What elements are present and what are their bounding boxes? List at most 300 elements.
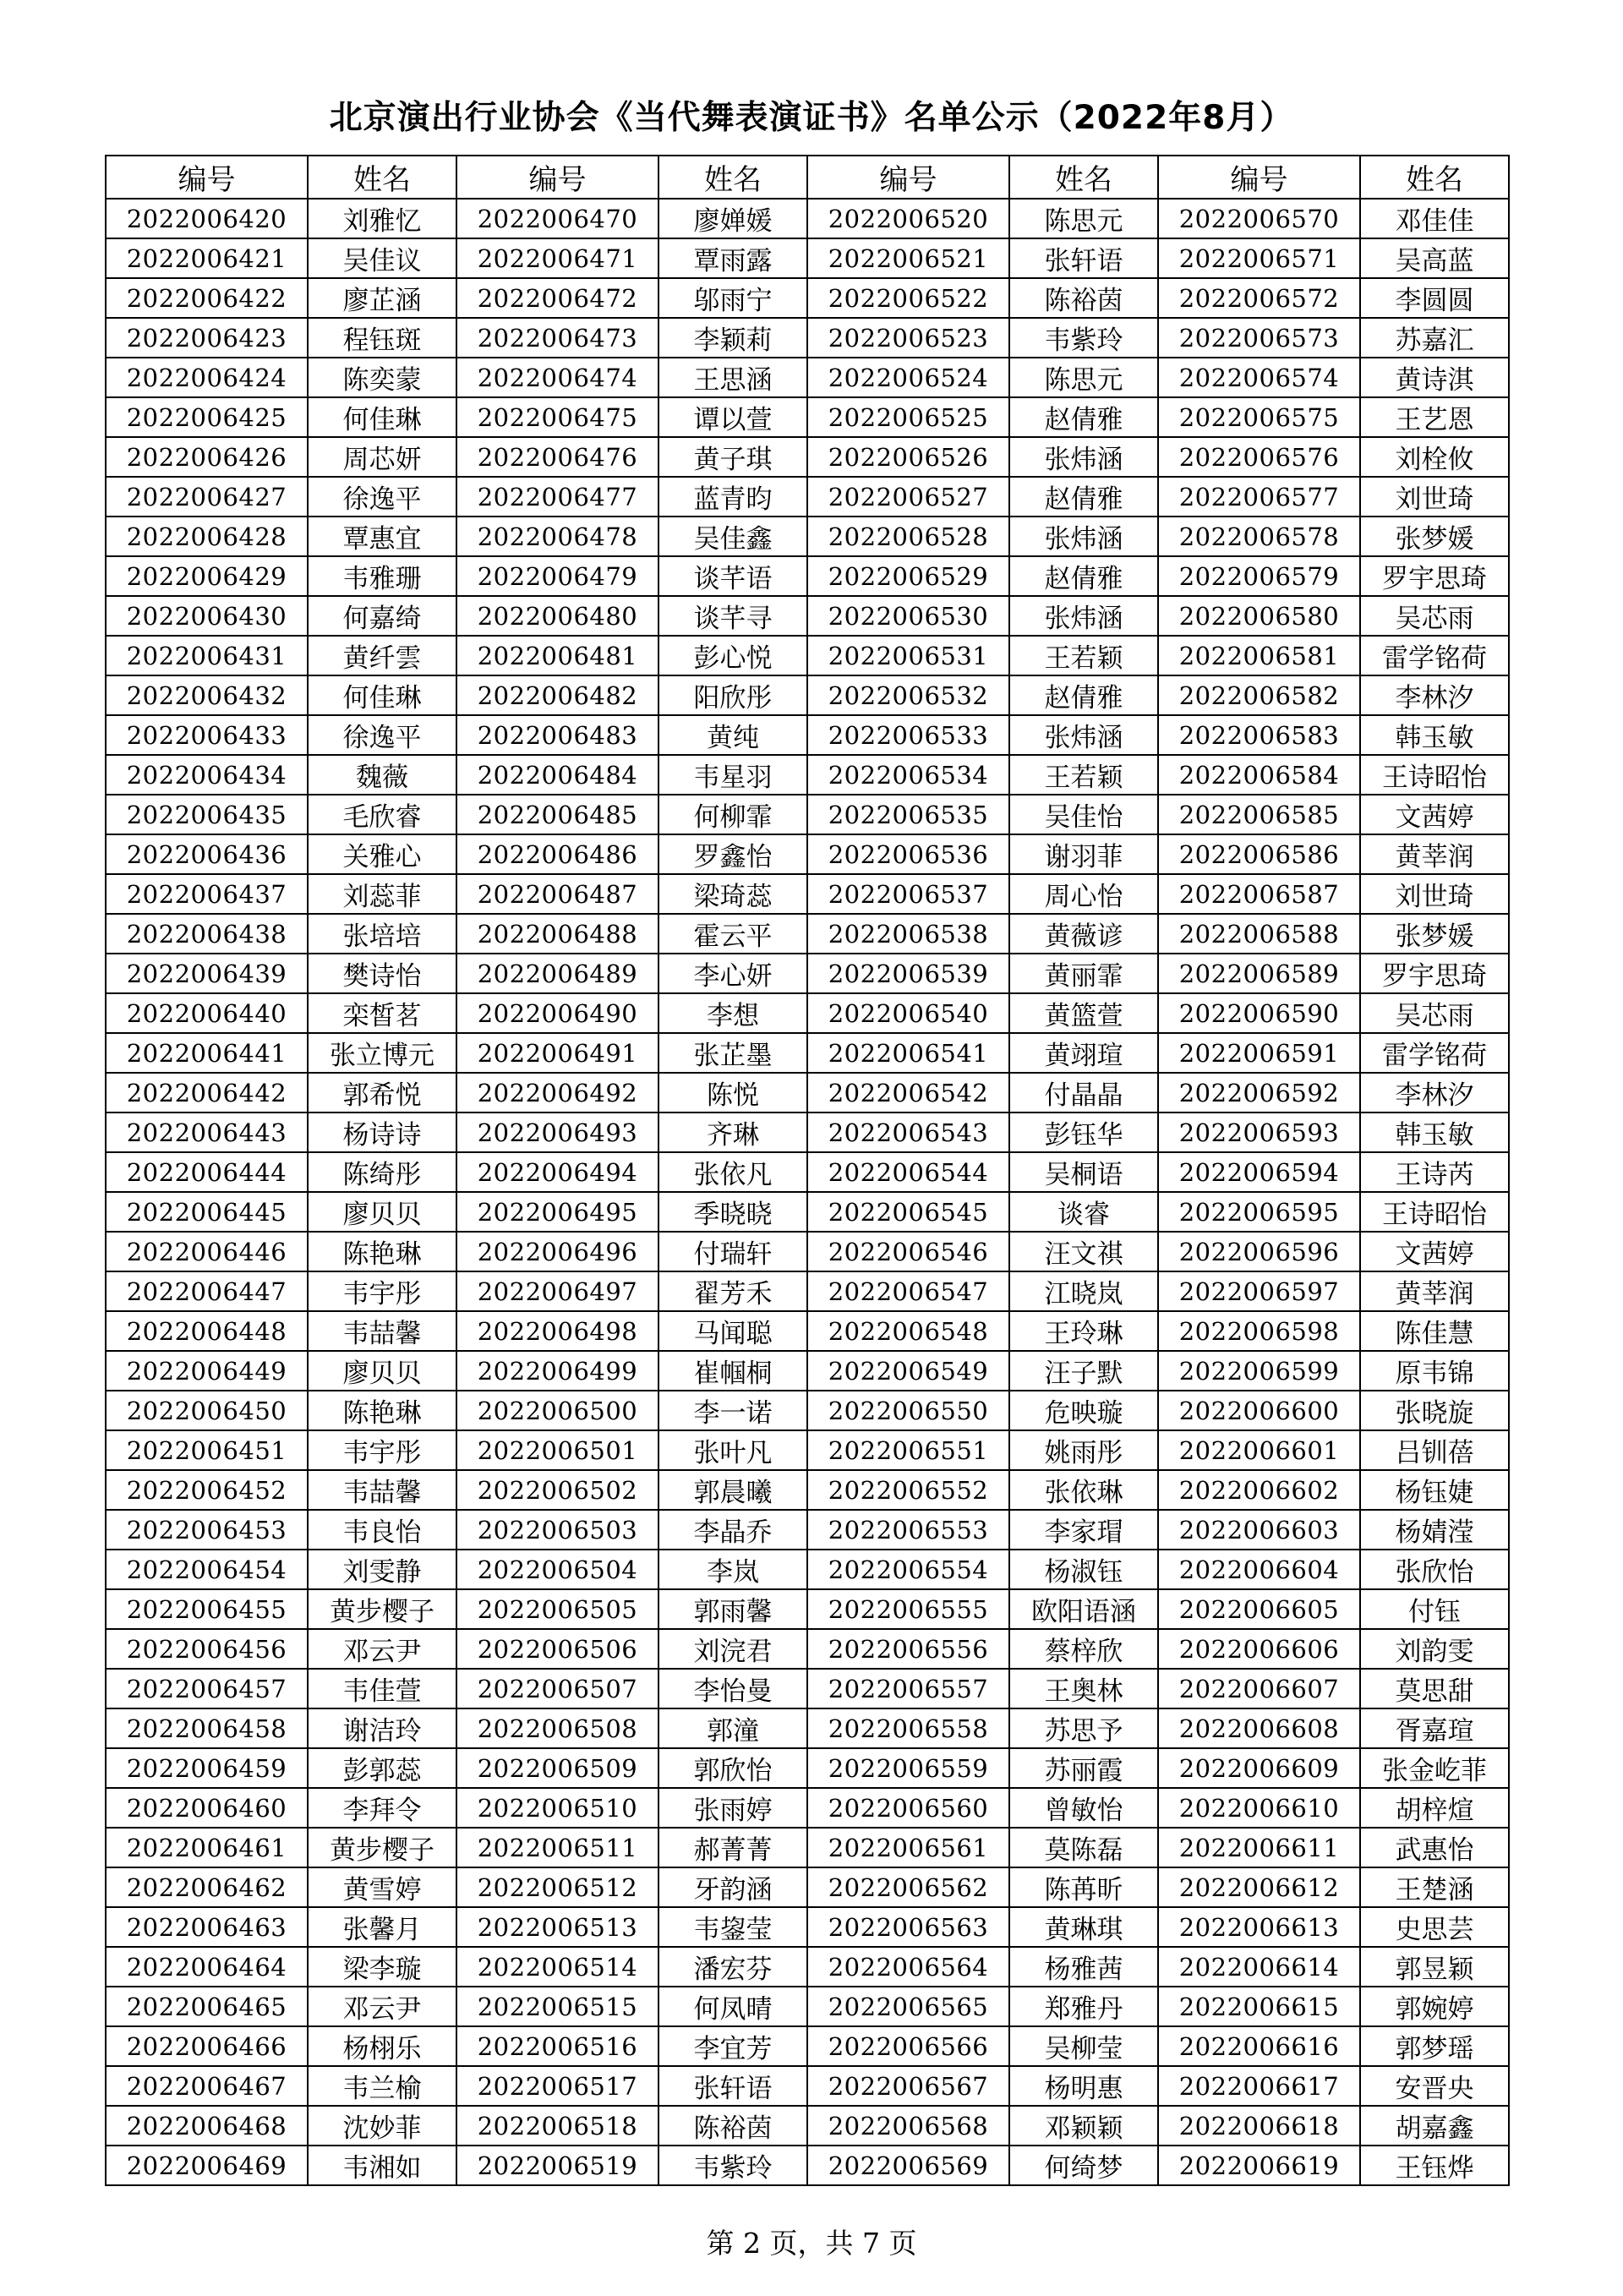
name-cell: 杨淑钰 (1009, 1550, 1158, 1589)
certificate-number-cell: 2022006615 (1158, 1987, 1360, 2026)
certificate-number-cell: 2022006567 (807, 2066, 1009, 2106)
certificate-number-cell: 2022006601 (1158, 1430, 1360, 1470)
name-cell: 陈奕蒙 (308, 358, 456, 397)
certificate-number-cell: 2022006595 (1158, 1192, 1360, 1232)
table-row (106, 517, 1509, 556)
certificate-number-cell: 2022006578 (1158, 517, 1360, 556)
name-cell: 刘雅忆 (308, 199, 456, 238)
certificate-number-cell: 2022006542 (807, 1073, 1009, 1112)
name-cell: 韦兰榆 (308, 2066, 456, 2106)
name-cell: 牙韵涵 (658, 1867, 807, 1907)
name-cell: 张轩语 (658, 2066, 807, 2106)
certificate-number-cell: 2022006444 (106, 1152, 308, 1192)
name-cell: 齐琳 (658, 1112, 807, 1152)
certificate-number-cell: 2022006450 (106, 1391, 308, 1430)
certificate-number-cell: 2022006474 (456, 358, 658, 397)
table-row (106, 1828, 1509, 1867)
table-row (106, 238, 1509, 278)
certificate-number-cell: 2022006499 (456, 1351, 658, 1391)
certificate-number-cell: 2022006557 (807, 1669, 1009, 1708)
name-cell: 张依琳 (1009, 1470, 1158, 1510)
certificate-number-cell: 2022006511 (456, 1828, 658, 1867)
certificate-number-cell: 2022006482 (456, 675, 658, 715)
table-row (106, 675, 1509, 715)
certificate-number-cell: 2022006549 (807, 1351, 1009, 1391)
table-row (106, 1629, 1509, 1669)
certificate-number-cell: 2022006473 (456, 318, 658, 358)
certificate-number-cell: 2022006588 (1158, 914, 1360, 954)
certificate-number-cell: 2022006576 (1158, 437, 1360, 477)
certificate-number-cell: 2022006455 (106, 1589, 308, 1629)
certificate-number-cell: 2022006448 (106, 1311, 308, 1351)
name-cell: 何佳琳 (308, 675, 456, 715)
certificate-number-cell: 2022006467 (106, 2066, 308, 2106)
certificate-number-cell: 2022006481 (456, 636, 658, 675)
certificate-number-cell: 2022006420 (106, 199, 308, 238)
certificate-number-cell: 2022006561 (807, 1828, 1009, 1867)
certificate-number-cell: 2022006517 (456, 2066, 658, 2106)
name-cell: 赵倩雅 (1009, 675, 1158, 715)
certificate-number-cell: 2022006513 (456, 1907, 658, 1947)
certificate-number-cell: 2022006558 (807, 1708, 1009, 1748)
name-cell: 王思涵 (658, 358, 807, 397)
table-row (106, 1510, 1509, 1550)
name-cell: 韦喆馨 (308, 1470, 456, 1510)
table-row (106, 1351, 1509, 1391)
certificate-number-cell: 2022006531 (807, 636, 1009, 675)
name-cell: 韩玉敏 (1360, 1112, 1509, 1152)
name-cell: 韦良怡 (308, 1510, 456, 1550)
name-cell: 韦鋆莹 (658, 1907, 807, 1947)
name-cell: 韦雅珊 (308, 556, 456, 596)
name-cell: 邓云尹 (308, 1987, 456, 2026)
certificate-number-cell: 2022006486 (456, 834, 658, 874)
name-cell: 陈佳慧 (1360, 1311, 1509, 1351)
name-cell: 黄子琪 (658, 437, 807, 477)
certificate-number-cell: 2022006559 (807, 1748, 1009, 1788)
certificate-number-cell: 2022006516 (456, 2026, 658, 2066)
table-row (106, 1430, 1509, 1470)
certificate-number-cell: 2022006439 (106, 954, 308, 993)
certificate-number-cell: 2022006547 (807, 1271, 1009, 1311)
name-cell: 张欣怡 (1360, 1550, 1509, 1589)
name-cell: 史思芸 (1360, 1907, 1509, 1947)
name-cell: 廖芷涵 (308, 278, 456, 318)
certificate-number-cell: 2022006512 (456, 1867, 658, 1907)
name-cell: 霍云平 (658, 914, 807, 954)
name-cell: 韦喆馨 (308, 1311, 456, 1351)
certificate-number-cell: 2022006477 (456, 477, 658, 517)
certificate-number-cell: 2022006594 (1158, 1152, 1360, 1192)
table-row (106, 1907, 1509, 1947)
certificate-number-cell: 2022006489 (456, 954, 658, 993)
name-cell: 覃惠宜 (308, 517, 456, 556)
name-cell: 徐逸平 (308, 715, 456, 755)
name-cell: 杨栩乐 (308, 2026, 456, 2066)
name-cell: 李岚 (658, 1550, 807, 1589)
name-cell: 李林汐 (1360, 675, 1509, 715)
certificate-number-cell: 2022006602 (1158, 1470, 1360, 1510)
name-cell: 刘浣君 (658, 1629, 807, 1669)
name-cell: 谢洁玲 (308, 1708, 456, 1748)
name-cell: 汪文祺 (1009, 1232, 1158, 1271)
certificate-number-cell: 2022006537 (807, 874, 1009, 914)
certificate-number-cell: 2022006505 (456, 1589, 658, 1629)
certificate-number-cell: 2022006424 (106, 358, 308, 397)
certificate-number-cell: 2022006604 (1158, 1550, 1360, 1589)
certificate-number-cell: 2022006510 (456, 1788, 658, 1828)
name-cell: 李一诺 (658, 1391, 807, 1430)
name-cell: 罗鑫怡 (658, 834, 807, 874)
name-cell: 赵倩雅 (1009, 397, 1158, 437)
certificate-number-cell: 2022006501 (456, 1430, 658, 1470)
table-row (106, 1073, 1509, 1112)
name-cell: 周芯妍 (308, 437, 456, 477)
page-title: 北京演出行业协会《当代舞表演证书》名单公示（2022年8月） (329, 99, 1294, 137)
name-cell: 黄丽霏 (1009, 954, 1158, 993)
page-footer: 第 2 页，共 7 页 (706, 2227, 917, 2260)
table-row (106, 914, 1509, 954)
table-row (106, 556, 1509, 596)
certificate-number-cell: 2022006451 (106, 1430, 308, 1470)
certificate-number-cell: 2022006583 (1158, 715, 1360, 755)
certificate-number-cell: 2022006556 (807, 1629, 1009, 1669)
name-cell: 蔡梓欣 (1009, 1629, 1158, 1669)
name-cell: 彭钰华 (1009, 1112, 1158, 1152)
certificate-number-cell: 2022006614 (1158, 1947, 1360, 1987)
name-cell: 杨明惠 (1009, 2066, 1158, 2106)
name-cell: 韦湘如 (308, 2146, 456, 2185)
certificate-number-cell: 2022006577 (1158, 477, 1360, 517)
name-cell: 黄莘润 (1360, 834, 1509, 874)
certificate-number-cell: 2022006552 (807, 1470, 1009, 1510)
table-row (106, 596, 1509, 636)
name-cell: 张炜涵 (1009, 517, 1158, 556)
name-cell: 梁琦蕊 (658, 874, 807, 914)
name-cell: 何绮梦 (1009, 2146, 1158, 2185)
certificate-number-cell: 2022006560 (807, 1788, 1009, 1828)
table-row (106, 795, 1509, 834)
certificate-number-cell: 2022006506 (456, 1629, 658, 1669)
certificate-number-cell: 2022006611 (1158, 1828, 1360, 1867)
name-cell: 蓝青昀 (658, 477, 807, 517)
table-row (106, 1669, 1509, 1708)
name-cell: 苏丽霞 (1009, 1748, 1158, 1788)
table-row (106, 358, 1509, 397)
name-cell: 郭欣怡 (658, 1748, 807, 1788)
table-row (106, 437, 1509, 477)
name-cell: 邓佳佳 (1360, 199, 1509, 238)
table-row (106, 1311, 1509, 1351)
certificate-number-cell: 2022006521 (807, 238, 1009, 278)
certificate-number-cell: 2022006617 (1158, 2066, 1360, 2106)
name-cell: 邓云尹 (308, 1629, 456, 1669)
name-cell: 徐逸平 (308, 477, 456, 517)
name-cell: 黄步樱子 (308, 1589, 456, 1629)
name-cell: 王艺恩 (1360, 397, 1509, 437)
certificate-number-cell: 2022006440 (106, 993, 308, 1033)
certificate-number-cell: 2022006525 (807, 397, 1009, 437)
name-cell: 韦紫玲 (658, 2146, 807, 2185)
table-row (106, 1550, 1509, 1589)
name-cell: 郭晨曦 (658, 1470, 807, 1510)
name-cell: 关雅心 (308, 834, 456, 874)
table-row (106, 2106, 1509, 2146)
certificate-number-cell: 2022006491 (456, 1033, 658, 1073)
certificate-number-cell: 2022006606 (1158, 1629, 1360, 1669)
certificate-number-cell: 2022006618 (1158, 2106, 1360, 2146)
name-cell: 何佳琳 (308, 397, 456, 437)
name-cell: 王楚涵 (1360, 1867, 1509, 1907)
name-cell: 王钰烨 (1360, 2146, 1509, 2185)
certificate-number-cell: 2022006493 (456, 1112, 658, 1152)
certificate-number-cell: 2022006571 (1158, 238, 1360, 278)
certificate-number-cell: 2022006551 (807, 1430, 1009, 1470)
name-cell: 危映璇 (1009, 1391, 1158, 1430)
name-cell: 胥嘉瑄 (1360, 1708, 1509, 1748)
name-cell: 黄篮萱 (1009, 993, 1158, 1033)
certificate-number-cell: 2022006548 (807, 1311, 1009, 1351)
certificate-number-cell: 2022006509 (456, 1748, 658, 1788)
certificate-number-cell: 2022006421 (106, 238, 308, 278)
certificate-number-cell: 2022006484 (456, 755, 658, 795)
certificate-number-cell: 2022006574 (1158, 358, 1360, 397)
name-cell: 欧阳语涵 (1009, 1589, 1158, 1629)
name-cell: 付钰 (1360, 1589, 1509, 1629)
name-cell: 季晓晓 (658, 1192, 807, 1232)
certificate-number-cell: 2022006442 (106, 1073, 308, 1112)
certificate-number-cell: 2022006524 (807, 358, 1009, 397)
table-row (106, 318, 1509, 358)
table-row (106, 1947, 1509, 1987)
name-cell: 谈睿 (1009, 1192, 1158, 1232)
name-cell: 王诗昭怡 (1360, 755, 1509, 795)
name-cell: 王奥林 (1009, 1669, 1158, 1708)
name-cell: 王若颖 (1009, 636, 1158, 675)
certificate-number-cell: 2022006569 (807, 2146, 1009, 2185)
name-cell: 邬雨宁 (658, 278, 807, 318)
certificate-number-cell: 2022006514 (456, 1947, 658, 1987)
column-header-name: 姓名 (658, 156, 807, 199)
name-cell: 邓颖颖 (1009, 2106, 1158, 2146)
certificate-number-cell: 2022006495 (456, 1192, 658, 1232)
name-cell: 何嘉绮 (308, 596, 456, 636)
name-cell: 张立博元 (308, 1033, 456, 1073)
name-cell: 周心怡 (1009, 874, 1158, 914)
name-cell: 何凤晴 (658, 1987, 807, 2026)
name-cell: 陈思元 (1009, 358, 1158, 397)
name-cell: 马闻聪 (658, 1311, 807, 1351)
certificate-number-cell: 2022006566 (807, 2026, 1009, 2066)
name-cell: 李圆圆 (1360, 278, 1509, 318)
name-cell: 黄雪婷 (308, 1867, 456, 1907)
certificate-number-cell: 2022006612 (1158, 1867, 1360, 1907)
name-cell: 陈苒昕 (1009, 1867, 1158, 1907)
name-cell: 李宜芳 (658, 2026, 807, 2066)
name-cell: 陈悦 (658, 1073, 807, 1112)
certificate-number-cell: 2022006526 (807, 437, 1009, 477)
name-cell: 杨婧滢 (1360, 1510, 1509, 1550)
column-header-name: 姓名 (1360, 156, 1509, 199)
certificate-number-cell: 2022006438 (106, 914, 308, 954)
certificate-number-cell: 2022006523 (807, 318, 1009, 358)
name-cell: 刘世琦 (1360, 477, 1509, 517)
name-cell: 吴芯雨 (1360, 596, 1509, 636)
name-cell: 李颖莉 (658, 318, 807, 358)
name-cell: 吴佳怡 (1009, 795, 1158, 834)
name-cell: 廖婵媛 (658, 199, 807, 238)
certificate-number-cell: 2022006463 (106, 1907, 308, 1947)
name-cell: 江晓岚 (1009, 1271, 1158, 1311)
name-cell: 韦佳萱 (308, 1669, 456, 1708)
certificate-number-cell: 2022006504 (456, 1550, 658, 1589)
name-cell: 张炜涵 (1009, 715, 1158, 755)
certificate-number-cell: 2022006431 (106, 636, 308, 675)
certificate-number-cell: 2022006434 (106, 755, 308, 795)
certificate-number-cell: 2022006485 (456, 795, 658, 834)
certificate-number-cell: 2022006579 (1158, 556, 1360, 596)
certificate-number-cell: 2022006599 (1158, 1351, 1360, 1391)
column-header-name: 姓名 (1009, 156, 1158, 199)
table-row (106, 1192, 1509, 1232)
name-cell: 王玲琳 (1009, 1311, 1158, 1351)
name-cell: 翟芳禾 (658, 1271, 807, 1311)
certificate-number-cell: 2022006536 (807, 834, 1009, 874)
name-cell: 黄诗淇 (1360, 358, 1509, 397)
certificate-number-cell: 2022006515 (456, 1987, 658, 2026)
certificate-number-cell: 2022006597 (1158, 1271, 1360, 1311)
name-cell: 罗宇思琦 (1360, 954, 1509, 993)
table-row (106, 1788, 1509, 1828)
certificate-number-cell: 2022006585 (1158, 795, 1360, 834)
column-header-number: 编号 (456, 156, 658, 199)
header-row (106, 156, 1509, 199)
table-row (106, 1867, 1509, 1907)
table-row (106, 1112, 1509, 1152)
certificate-number-cell: 2022006553 (807, 1510, 1009, 1550)
name-cell: 吴佳议 (308, 238, 456, 278)
name-cell: 阳欣彤 (658, 675, 807, 715)
certificate-number-cell: 2022006586 (1158, 834, 1360, 874)
certificate-number-cell: 2022006555 (807, 1589, 1009, 1629)
certificate-number-cell: 2022006462 (106, 1867, 308, 1907)
name-cell: 莫思甜 (1360, 1669, 1509, 1708)
certificate-number-cell: 2022006503 (456, 1510, 658, 1550)
name-cell: 刘雯静 (308, 1550, 456, 1589)
name-cell: 李晶乔 (658, 1510, 807, 1550)
certificate-number-cell: 2022006532 (807, 675, 1009, 715)
certificate-number-cell: 2022006598 (1158, 1311, 1360, 1351)
name-cell: 陈思元 (1009, 199, 1158, 238)
name-cell: 黄纯 (658, 715, 807, 755)
table-row (106, 1271, 1509, 1311)
certificate-number-cell: 2022006465 (106, 1987, 308, 2026)
certificate-number-cell: 2022006471 (456, 238, 658, 278)
certificate-number-cell: 2022006429 (106, 556, 308, 596)
certificate-number-cell: 2022006580 (1158, 596, 1360, 636)
name-cell: 刘栓攸 (1360, 437, 1509, 477)
certificate-number-cell: 2022006529 (807, 556, 1009, 596)
certificate-number-cell: 2022006544 (807, 1152, 1009, 1192)
certificate-number-cell: 2022006539 (807, 954, 1009, 993)
certificate-number-cell: 2022006522 (807, 278, 1009, 318)
certificate-number-cell: 2022006441 (106, 1033, 308, 1073)
name-cell: 栾皙茗 (308, 993, 456, 1033)
certificate-number-cell: 2022006543 (807, 1112, 1009, 1152)
certificate-number-cell: 2022006454 (106, 1550, 308, 1589)
name-cell: 赵倩雅 (1009, 556, 1158, 596)
certificate-number-cell: 2022006460 (106, 1788, 308, 1828)
name-cell: 张梦媛 (1360, 517, 1509, 556)
table-row (106, 715, 1509, 755)
name-cell: 黄薇谚 (1009, 914, 1158, 954)
name-cell: 李林汐 (1360, 1073, 1509, 1112)
name-cell: 张叶凡 (658, 1430, 807, 1470)
name-cell: 魏薇 (308, 755, 456, 795)
certificate-number-cell: 2022006437 (106, 874, 308, 914)
certificate-number-cell: 2022006447 (106, 1271, 308, 1311)
name-cell: 李家瑁 (1009, 1510, 1158, 1550)
name-cell: 张馨月 (308, 1907, 456, 1947)
certificate-number-cell: 2022006568 (807, 2106, 1009, 2146)
certificate-number-cell: 2022006540 (807, 993, 1009, 1033)
certificate-number-cell: 2022006468 (106, 2106, 308, 2146)
name-cell: 郭雨馨 (658, 1589, 807, 1629)
certificate-number-cell: 2022006590 (1158, 993, 1360, 1033)
certificate-number-cell: 2022006497 (456, 1271, 658, 1311)
certificate-number-cell: 2022006443 (106, 1112, 308, 1152)
table-row (106, 397, 1509, 437)
table-row (106, 954, 1509, 993)
name-cell: 陈裕茵 (1009, 278, 1158, 318)
name-cell: 韦宇彤 (308, 1271, 456, 1311)
roster-body (106, 199, 1509, 2185)
name-cell: 韦宇彤 (308, 1430, 456, 1470)
certificate-number-cell: 2022006496 (456, 1232, 658, 1271)
certificate-number-cell: 2022006449 (106, 1351, 308, 1391)
certificate-number-cell: 2022006592 (1158, 1073, 1360, 1112)
name-cell: 曾敏怡 (1009, 1788, 1158, 1828)
certificate-number-cell: 2022006492 (456, 1073, 658, 1112)
table-row (106, 477, 1509, 517)
name-cell: 吴佳鑫 (658, 517, 807, 556)
certificate-number-cell: 2022006610 (1158, 1788, 1360, 1828)
certificate-number-cell: 2022006565 (807, 1987, 1009, 2026)
name-cell: 彭郭蕊 (308, 1748, 456, 1788)
certificate-number-cell: 2022006535 (807, 795, 1009, 834)
certificate-number-cell: 2022006480 (456, 596, 658, 636)
name-cell: 武惠怡 (1360, 1828, 1509, 1867)
certificate-number-cell: 2022006593 (1158, 1112, 1360, 1152)
certificate-number-cell: 2022006605 (1158, 1589, 1360, 1629)
certificate-number-cell: 2022006619 (1158, 2146, 1360, 2185)
name-cell: 刘韵雯 (1360, 1629, 1509, 1669)
certificate-number-cell: 2022006461 (106, 1828, 308, 1867)
roster-table (105, 155, 1510, 2186)
certificate-number-cell: 2022006572 (1158, 278, 1360, 318)
name-cell: 郭梦瑶 (1360, 2026, 1509, 2066)
certificate-number-cell: 2022006546 (807, 1232, 1009, 1271)
name-cell: 谈芊语 (658, 556, 807, 596)
certificate-number-cell: 2022006538 (807, 914, 1009, 954)
name-cell: 李怡曼 (658, 1669, 807, 1708)
name-cell: 王若颖 (1009, 755, 1158, 795)
name-cell: 陈艳琳 (308, 1391, 456, 1430)
name-cell: 陈裕茵 (658, 2106, 807, 2146)
name-cell: 胡梓煊 (1360, 1788, 1509, 1828)
name-cell: 梁李璇 (308, 1947, 456, 1987)
name-cell: 李拜令 (308, 1788, 456, 1828)
